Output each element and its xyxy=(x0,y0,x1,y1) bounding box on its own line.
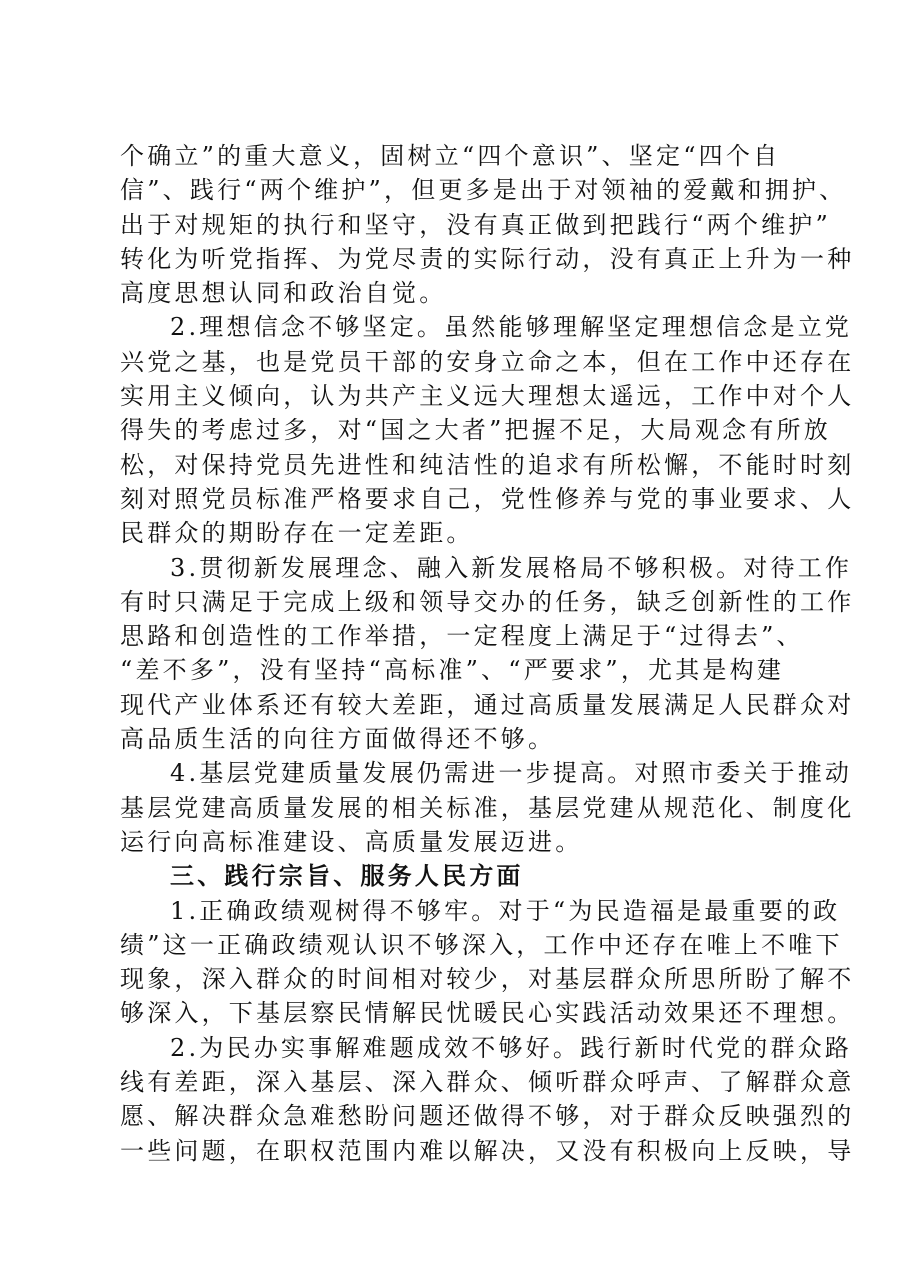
text-line: 线有差距，深入基层、深入群众、倾听群众呼声、了解群众意 xyxy=(120,1068,855,1097)
text-line: 出于对规矩的执行和坚守，没有真正做到把践行“两个维护” xyxy=(120,210,831,239)
text-line: 实用主义倾向，认为共产主义远大理想太遥远，工作中对个人 xyxy=(120,382,855,411)
text-line: 一些问题，在职权范围内难以解决，又没有积极向上反映，导 xyxy=(120,1136,855,1165)
text-line: 高品质生活的向往方面做得还不够。 xyxy=(120,725,556,754)
text-line: 转化为听党指挥、为党尽责的实际行动，没有真正上升为一种 xyxy=(120,244,855,273)
text-line: 绩”这一正确政绩观认识不够深入，工作中还存在唯上不唯下 xyxy=(120,930,843,959)
text-line: 高度思想认同和政治自觉。 xyxy=(120,279,447,308)
text-line: 基层党建高质量发展的相关标准，基层党建从规范化、制度化 xyxy=(120,793,855,822)
text-line: 民群众的期盼存在一定差距。 xyxy=(120,519,474,548)
text-line: 思路和创造性的工作举措，一定程度上满足于“过得去”、 xyxy=(120,622,804,651)
text-line: 刻对照党员标准严格要求自己，党性修养与党的事业要求、人 xyxy=(120,484,855,513)
paragraph-start-line: 2.为民办实事解难题成效不够好。践行新时代党的群众路 xyxy=(170,1033,853,1062)
paragraph-start-line: 1.正确政绩观树得不够牢。对于“为民造福是最重要的政 xyxy=(170,896,841,925)
text-line: 信”、践行“两个维护”，但更多是出于对领袖的爱戴和拥护、 xyxy=(120,176,847,205)
text-line: 现代产业体系还有较大差距，通过高质量发展满足人民群众对 xyxy=(120,690,855,719)
text-line: 松，对保持党员先进性和纯洁性的追求有所松懈，不能时时刻 xyxy=(120,450,855,479)
text-line: 个确立”的重大意义，固树立“四个意识”、坚定“四个自 xyxy=(120,142,781,170)
text-line: “差不多”，没有坚持“高标准”、“严要求”，尤其是构建 xyxy=(120,656,785,685)
text-line: 运行向高标准建设、高质量发展迈进。 xyxy=(120,827,583,856)
text-line: 有时只满足于完成上级和领导交办的任务，缺乏创新性的工作 xyxy=(120,587,855,616)
text-line: 兴党之基，也是党员干部的安身立命之本，但在工作中还存在 xyxy=(120,347,855,376)
paragraph-start-line: 3.贯彻新发展理念、融入新发展格局不够积极。对待工作 xyxy=(170,553,853,582)
text-line: 愿、解决群众急难愁盼问题还做得不够，对于群众反映强烈的 xyxy=(120,1102,855,1131)
text-line: 现象，深入群众的时间相对较少，对基层群众所思所盼了解不 xyxy=(120,965,855,994)
text-line: 得失的考虑过多，对“国之大者”把握不足，大局观念有所放 xyxy=(120,416,831,445)
paragraph-start-line: 4.基层党建质量发展仍需进一步提高。对照市委关于推动 xyxy=(170,759,853,788)
document-body xyxy=(120,139,855,1168)
text-line: 够深入，下基层察民情解民忧暖民心实践活动效果还不理想。 xyxy=(120,999,855,1028)
section-heading: 三、践行宗旨、服务人民方面 xyxy=(170,861,524,891)
paragraph-start-line: 2.理想信念不够坚定。虽然能够理解坚定理想信念是立党 xyxy=(170,313,853,342)
